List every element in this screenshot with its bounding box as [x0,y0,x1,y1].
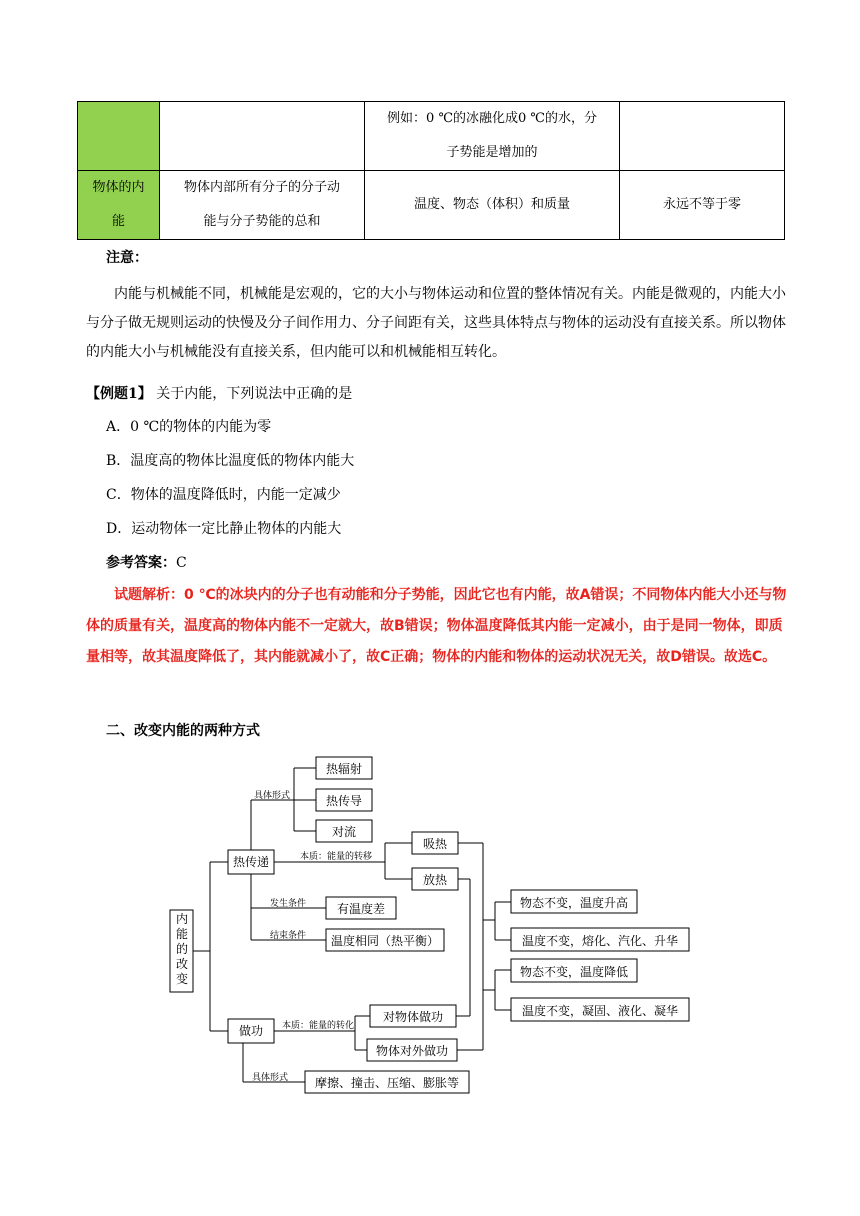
work-label: 做功 [238,1024,263,1038]
condition-value: 有温度差 [336,902,385,916]
definition-line-2: 能与分子势能的总和 [203,214,321,229]
section-title: 二、改变内能的两种方式 [106,723,260,739]
form-heat-conduction: 热传导 [325,794,362,808]
term-line-2: 能 [111,214,125,229]
essence-heat-label: 本质：能量的转移 [300,852,373,862]
table-cell-property: 永远不等于零 [620,171,785,240]
analysis-text: 试题解析：0 ℃的冰块内的分子也有动能和分子势能，因此它也有内能，故A错误；不同物体内能大小还与物体的质量有关，温度高的物体内能不一定就大，故B错误；物体温度降低其内能一定减小，由于是同一物体，即质量相等，故其温度降低了，其内能就减小了，故C正确；物体的内能和物体的运动状况无关，故D错误。故选C。 [86,587,787,665]
option-c: C．物体的温度降低时，内能一定减少 [106,487,341,503]
root-label: 内能的改变 [175,912,188,986]
example-label: 【例题1】 [86,386,152,402]
table-cell-factors: 温度、物态（体积）和质量 [365,171,620,240]
form-convection: 对流 [331,825,356,839]
essence-work-label: 本质：能量的转化 [282,1021,355,1031]
example-line-2: 子势能是增加的 [446,145,538,160]
option-d: D．运动物体一定比静止物体的内能大 [106,521,342,537]
example-line-1: 例如：0 ℃的冰融化成0 ℃的水，分 [387,111,597,126]
form-label-heat: 具体形式 [254,791,291,801]
form-label-work: 具体形式 [252,1073,289,1083]
work-on-object: 对物体做功 [382,1010,443,1024]
work-by-object: 物体对外做功 [375,1044,448,1058]
result-3: 物态不变，温度降低 [519,965,628,979]
heat-transfer-label: 热传递 [232,855,269,869]
form-heat-radiation: 热辐射 [325,762,362,776]
absorb-label: 吸热 [422,837,447,851]
option-a: A．0 ℃的物体的内能为零 [106,419,272,435]
result-4: 温度不变，凝固、液化、凝华 [521,1004,678,1018]
forms-work: 摩擦、撞击、压缩、膨胀等 [314,1076,459,1090]
note-body: 内能与机械能不同，机械能是宏观的，它的大小与物体运动和位置的整体情况有关。内能是微观的，内能大小与分子做无规则运动的快慢及分子间作用力、分子间距有关，这些具体特点与物体的运动没有直接关系。所以物体的内能大小与机械能没有直接关系，但内能可以和机械能相互转化。 [86,286,786,360]
result-1: 物态不变，温度升高 [519,896,628,910]
answer-value: C [176,555,187,571]
example-question-text: 关于内能，下列说法中正确的是 [156,386,353,402]
end-label: 结束条件 [270,931,307,941]
condition-label: 发生条件 [270,899,307,909]
definition-line-1: 物体内部所有分子的分子动 [183,180,340,195]
answer-label: 参考答案： [106,555,176,571]
end-value: 温度相同（热平衡） [330,934,439,948]
term-line-1: 物体的内 [92,180,145,195]
note-title: 注意： [106,250,148,266]
option-b: B．温度高的物体比温度低的物体内能大 [106,453,355,469]
result-2: 温度不变，熔化、汽化、升华 [521,934,678,948]
release-label: 放热 [422,873,447,887]
